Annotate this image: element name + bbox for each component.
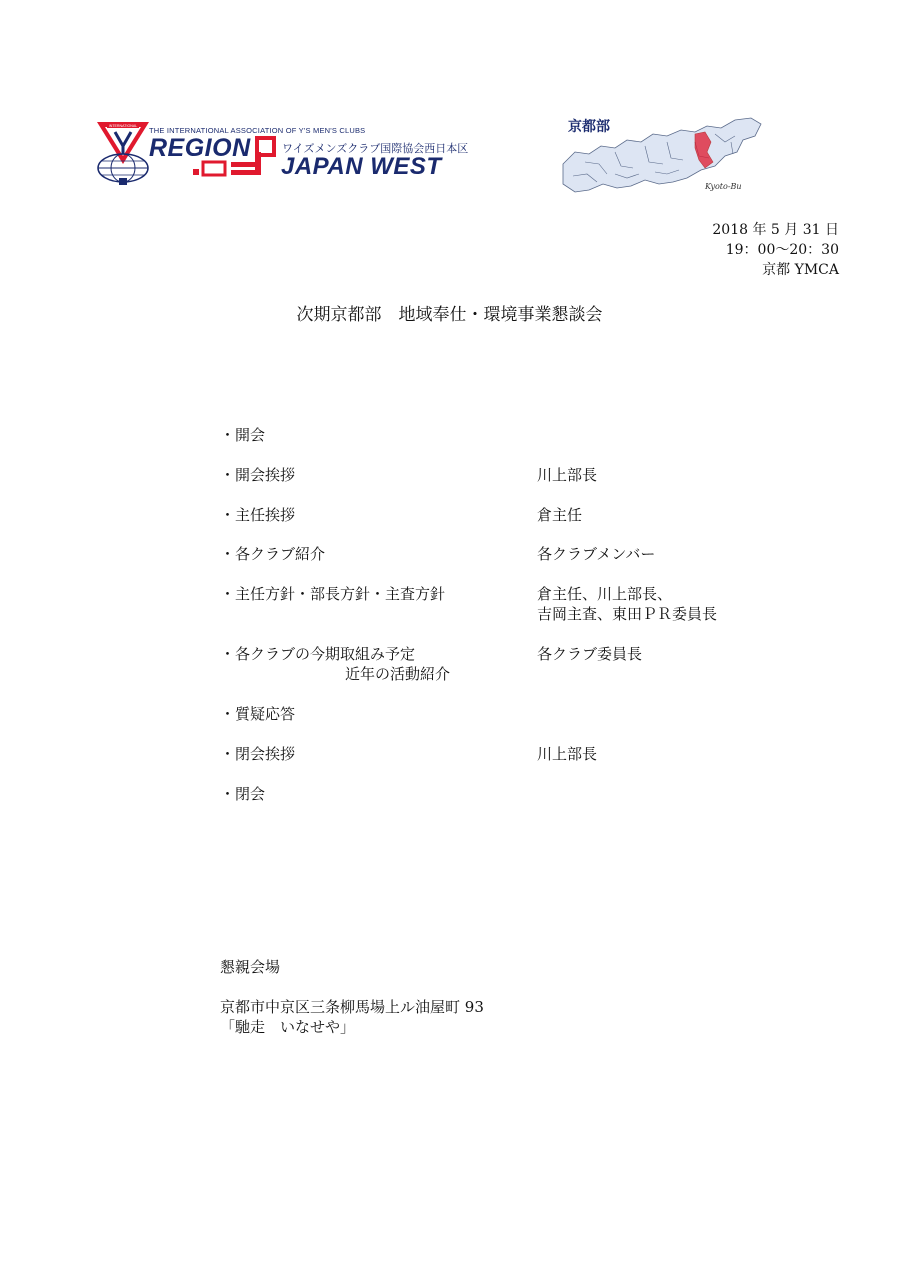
agenda-person: 各クラブメンバー	[537, 545, 656, 563]
agenda-item-continued: 近年の活動紹介	[345, 665, 451, 683]
ys-mens-emblem-icon	[95, 120, 151, 186]
agenda-person: 倉主任	[537, 506, 583, 524]
meeting-time: 19：00～20：30	[725, 242, 839, 258]
association-name: THE INTERNATIONAL ASSOCIATION OF Y'S MEN'S CLUBS	[149, 126, 366, 135]
region-label: REGION	[149, 134, 251, 162]
agenda-person: 川上部長	[537, 745, 598, 763]
map-signature: Kyoto-Bu	[705, 182, 742, 191]
agenda-item: ・閉会挨拶	[220, 745, 296, 763]
agenda-item: ・質疑応答	[220, 705, 296, 723]
document-title: 次期京都部 地域奉仕・環境事業懇談会	[296, 305, 603, 325]
kyoto-bu-map	[555, 112, 770, 198]
social-address: 京都市中京区三条柳馬場上ル油屋町 93	[220, 998, 484, 1016]
agenda-item: ・開会挨拶	[220, 466, 296, 484]
agenda-person: 倉主任、川上部長、	[537, 585, 673, 603]
social-heading: 懇親会場	[220, 958, 281, 976]
region-mark-icon	[191, 132, 283, 182]
map-title: 京都部	[568, 119, 610, 135]
agenda-item: ・主任挨拶	[220, 506, 296, 524]
meeting-venue: 京都 YMCA	[762, 262, 839, 278]
agenda-person: 各クラブ委員長	[537, 645, 643, 663]
emblem-text: INTERNATIONAL	[108, 124, 138, 128]
social-place: 「馳走 いなせや」	[220, 1018, 356, 1036]
agenda-item: ・主任方針・部長方針・主査方針	[220, 585, 446, 603]
agenda-person: 川上部長	[537, 466, 598, 484]
organization-japanese-name: ワイズメンズクラブ国際協会西日本区	[282, 142, 469, 155]
agenda-item: ・各クラブの今期取組み予定	[220, 645, 416, 663]
agenda-item: ・閉会	[220, 785, 266, 803]
japan-west-label: JAPAN WEST	[281, 153, 442, 180]
agenda-item: ・各クラブ紹介	[220, 545, 326, 563]
agenda-item: ・開会	[220, 426, 266, 444]
organization-logo	[95, 120, 475, 188]
meeting-date: 2018 年 5 月 31 日	[712, 222, 839, 238]
agenda-person-continued: 吉岡主査、東田ＰＲ委員長	[537, 605, 718, 623]
